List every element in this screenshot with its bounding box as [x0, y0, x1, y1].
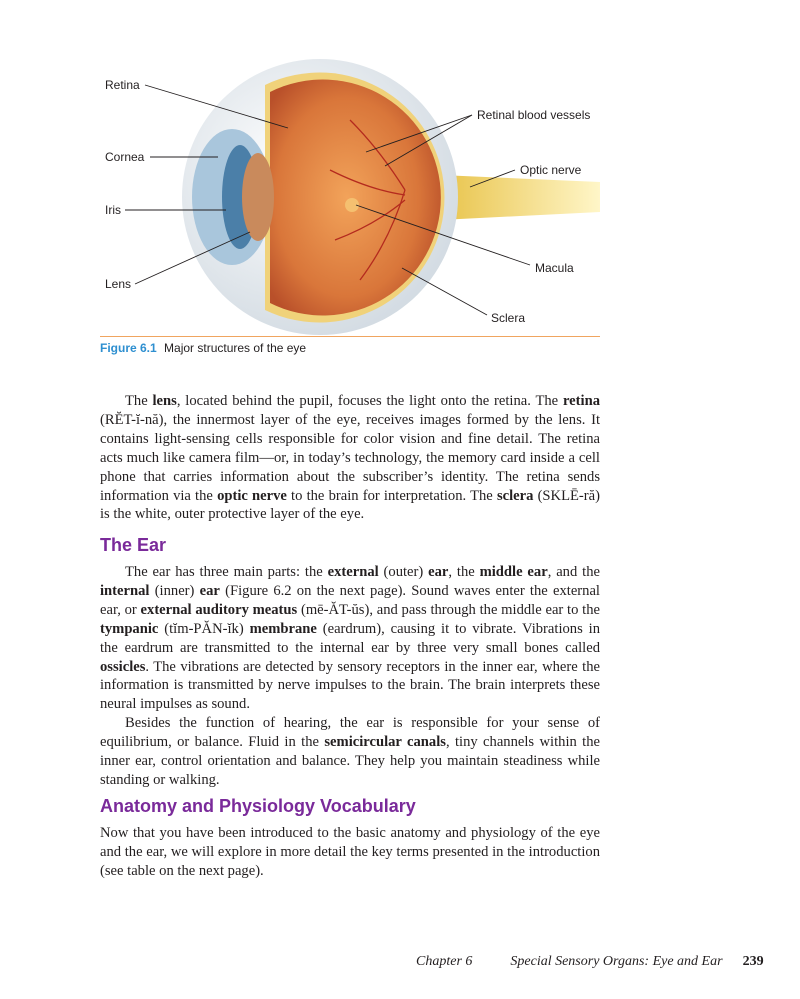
page-number: 239: [742, 954, 764, 969]
text-run: Now that you have been introduced to the basic anatomy and physiology of the eye and the ear, we will explore in more detail the key terms presented in the introduction (see table on the next page).: [100, 825, 600, 879]
label-sclera: Sclera: [491, 311, 526, 325]
paragraph-ear-2: [100, 714, 600, 790]
text-run: (mē-ĂT-ŭs), and pass through the middle ear to the: [297, 601, 600, 618]
text-run: Besides the function of hearing, the ear is responsible for your sense of equilibrium, or balance. Fluid in the: [100, 715, 600, 751]
key-term: ear: [428, 564, 449, 580]
eye-section-text: [100, 392, 600, 524]
figure-caption-text: Major structures of the eye: [164, 341, 307, 355]
paragraph-ear-1: [100, 563, 600, 714]
ear-section-text: [100, 563, 600, 790]
key-term: external: [327, 564, 379, 580]
key-term: tympanic: [100, 620, 159, 637]
caption-rule: [100, 336, 600, 337]
key-term: external auditory meatus: [140, 601, 298, 618]
text-run: , located behind the pupil, focuses the light onto the retina. The: [176, 393, 563, 409]
optic-nerve-shape: [440, 175, 600, 220]
text-run: (outer): [378, 564, 429, 580]
key-term: ossicles: [100, 658, 146, 675]
text-run: (inner): [149, 582, 200, 599]
key-term: middle ear: [479, 564, 548, 580]
heading-the-ear: The Ear: [100, 535, 167, 555]
label-retinal-blood-vessels: Retinal blood vessels: [477, 108, 591, 122]
paragraph-vocab: [100, 824, 600, 881]
text-run: The ear has three main parts: the: [125, 564, 328, 580]
label-cornea: Cornea: [105, 150, 145, 164]
text-run: (RĔT-ĭ-nă), the innermost layer of the eye, receives images formed by the lens. It contains light-sensing cells responsible for color vision and fine detail. The retina acts much like camera film—or, in today’s technology, the memory card inside a cell phone that carries information about the subscriber’s identity. The retina sends information via the: [100, 411, 600, 504]
lens-shape: [242, 153, 274, 241]
text-run: , the: [448, 564, 480, 580]
key-term: lens: [152, 393, 177, 409]
key-term: semicircular canals: [324, 734, 446, 751]
key-term: optic nerve: [217, 487, 287, 504]
text-run: . The vibrations are detected by sensory receptors in the inner ear, where the information is transmitted by nerve impulses to the brain. The brain interprets these neural impulses as sound.: [100, 658, 600, 713]
text-run: The: [125, 393, 153, 409]
label-retina: Retina: [105, 78, 140, 92]
text-run: (eardrum), causing it to vibrate. Vibrations in the eardrum are transmitted to the internal ear by three very small bones called: [100, 620, 600, 656]
key-term: ear: [199, 582, 220, 599]
text-run: (Figure 6.2 on the next page). Sound waves enter the external ear, or: [100, 582, 600, 618]
key-term: internal: [100, 582, 150, 599]
figure-caption: [100, 341, 306, 355]
label-optic-nerve: Optic nerve: [520, 163, 582, 177]
page-footer: [416, 954, 764, 970]
text-run: (tĭm-PĂN-ĭk): [158, 620, 250, 637]
text-run: (SKLĒ-ră) is the white, outer protective layer of the eye.: [100, 487, 600, 523]
vocab-section-text: [100, 824, 600, 881]
key-term: retina: [562, 393, 600, 409]
text-run: to the brain for interpretation. The: [286, 487, 497, 504]
label-macula: Macula: [535, 261, 574, 275]
text-run: , tiny channels within the inner ear, control orientation and balance. They help you maintain steadiness while standing or walking.: [100, 734, 600, 788]
label-iris: Iris: [105, 203, 121, 217]
label-lens: Lens: [105, 277, 132, 291]
heading-anatomy-vocabulary: Anatomy and Physiology Vocabulary: [100, 796, 416, 816]
key-term: membrane: [249, 620, 317, 637]
figure-number: Figure 6.1: [100, 341, 157, 355]
key-term: sclera: [496, 487, 534, 504]
text-run: , and the: [547, 564, 600, 580]
paragraph-eye: [100, 392, 600, 524]
footer-title: Special Sensory Organs: Eye and Ear: [510, 954, 723, 969]
footer-chapter: Chapter 6: [416, 954, 473, 969]
